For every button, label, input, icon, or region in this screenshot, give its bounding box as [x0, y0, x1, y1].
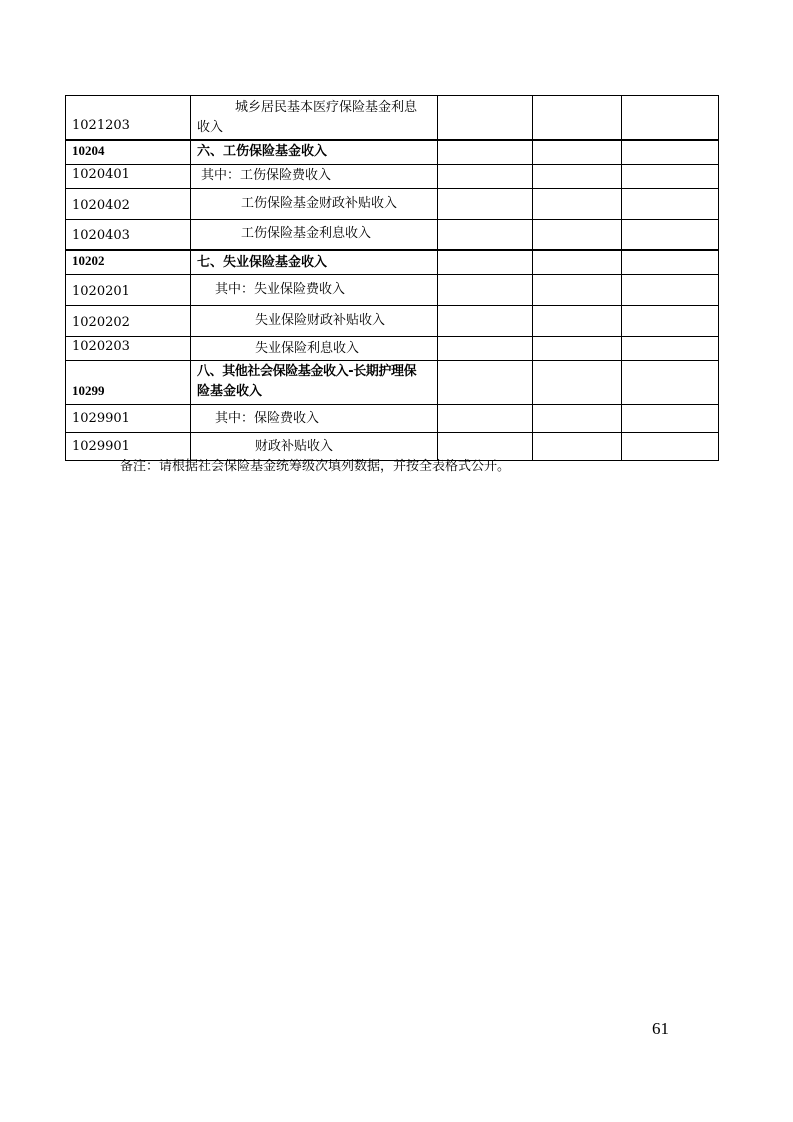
row-code: 1020202 [66, 306, 191, 337]
value-cell [622, 96, 719, 140]
value-cell [438, 140, 533, 165]
value-cell [533, 250, 622, 275]
row-name-line1: 八、其他社会保险基金收入-长期护理保 [197, 364, 417, 379]
value-cell [622, 188, 719, 219]
value-cell [622, 219, 719, 250]
value-cell [438, 96, 533, 140]
table-row [66, 361, 719, 405]
value-cell [438, 405, 533, 433]
table-row [66, 96, 719, 140]
value-cell [438, 275, 533, 306]
row-name [191, 306, 438, 337]
table-row [66, 250, 719, 275]
value-cell [622, 433, 719, 461]
row-name-text: 工伤保险基金财政补贴收入 [241, 195, 398, 211]
row-name-text: 其中：保险费收入 [215, 410, 320, 426]
row-code: 1020401 [66, 164, 191, 188]
table-row [66, 140, 719, 165]
row-name-line2: 收入 [197, 120, 224, 135]
row-name [191, 275, 438, 306]
value-cell [533, 405, 622, 433]
table-row [66, 188, 719, 219]
row-name-line2: 险基金收入 [197, 384, 263, 399]
table-row [66, 164, 719, 188]
row-code: 1020203 [66, 337, 191, 361]
row-name [191, 188, 438, 219]
value-cell [622, 164, 719, 188]
table-row [66, 275, 719, 306]
table-row [66, 219, 719, 250]
table-row [66, 337, 719, 361]
page-number: 61 [652, 1019, 669, 1038]
row-name [191, 337, 438, 361]
row-code: 1020403 [66, 219, 191, 250]
row-code: 1029901 [66, 405, 191, 433]
row-name-text: 其中：工伤保险费收入 [201, 168, 332, 183]
value-cell [533, 361, 622, 405]
row-code: 10204 [66, 140, 191, 165]
value-cell [533, 219, 622, 250]
value-cell [533, 164, 622, 188]
row-name-text: 失业保险财政补贴收入 [255, 313, 386, 328]
value-cell [438, 188, 533, 219]
value-cell [533, 433, 622, 461]
row-name [191, 361, 438, 405]
row-code: 10202 [66, 250, 191, 275]
value-cell [533, 306, 622, 337]
value-cell [438, 361, 533, 405]
value-cell [622, 140, 719, 165]
value-cell [533, 188, 622, 219]
row-code: 1029901 [66, 433, 191, 461]
row-name-text: 其中：失业保险费收入 [215, 282, 346, 297]
value-cell [622, 250, 719, 275]
row-name-text: 工伤保险基金利息收入 [241, 226, 372, 242]
value-cell [438, 219, 533, 250]
value-cell [533, 96, 622, 140]
value-cell [438, 250, 533, 275]
value-cell [533, 275, 622, 306]
value-cell [622, 405, 719, 433]
row-code: 1020402 [66, 188, 191, 219]
value-cell [622, 275, 719, 306]
value-cell [533, 140, 622, 165]
value-cell [622, 337, 719, 361]
row-name-text: 失业保险利息收入 [255, 340, 360, 356]
value-cell [438, 164, 533, 188]
table-row [66, 405, 719, 433]
table-footnote: 备注：请根据社会保险基金统筹级次填列数据，并按全表格式公开。 [120, 459, 511, 474]
row-code: 1021203 [66, 96, 191, 140]
row-name: 七、失业保险基金收入 [191, 250, 438, 275]
value-cell [622, 306, 719, 337]
insurance-fund-income-table [65, 95, 719, 461]
row-name: 六、工伤保险基金收入 [191, 140, 438, 165]
row-code: 1020201 [66, 275, 191, 306]
value-cell [438, 306, 533, 337]
row-name-line1: 城乡居民基本医疗保险基金利息 [235, 100, 418, 115]
row-name [191, 96, 438, 140]
value-cell [438, 337, 533, 361]
value-cell [622, 361, 719, 405]
row-name [191, 219, 438, 250]
table-row [66, 306, 719, 337]
row-name [191, 405, 438, 433]
row-name [191, 164, 438, 188]
row-code: 10299 [66, 361, 191, 405]
value-cell [533, 337, 622, 361]
row-name-text: 财政补贴收入 [255, 438, 334, 454]
